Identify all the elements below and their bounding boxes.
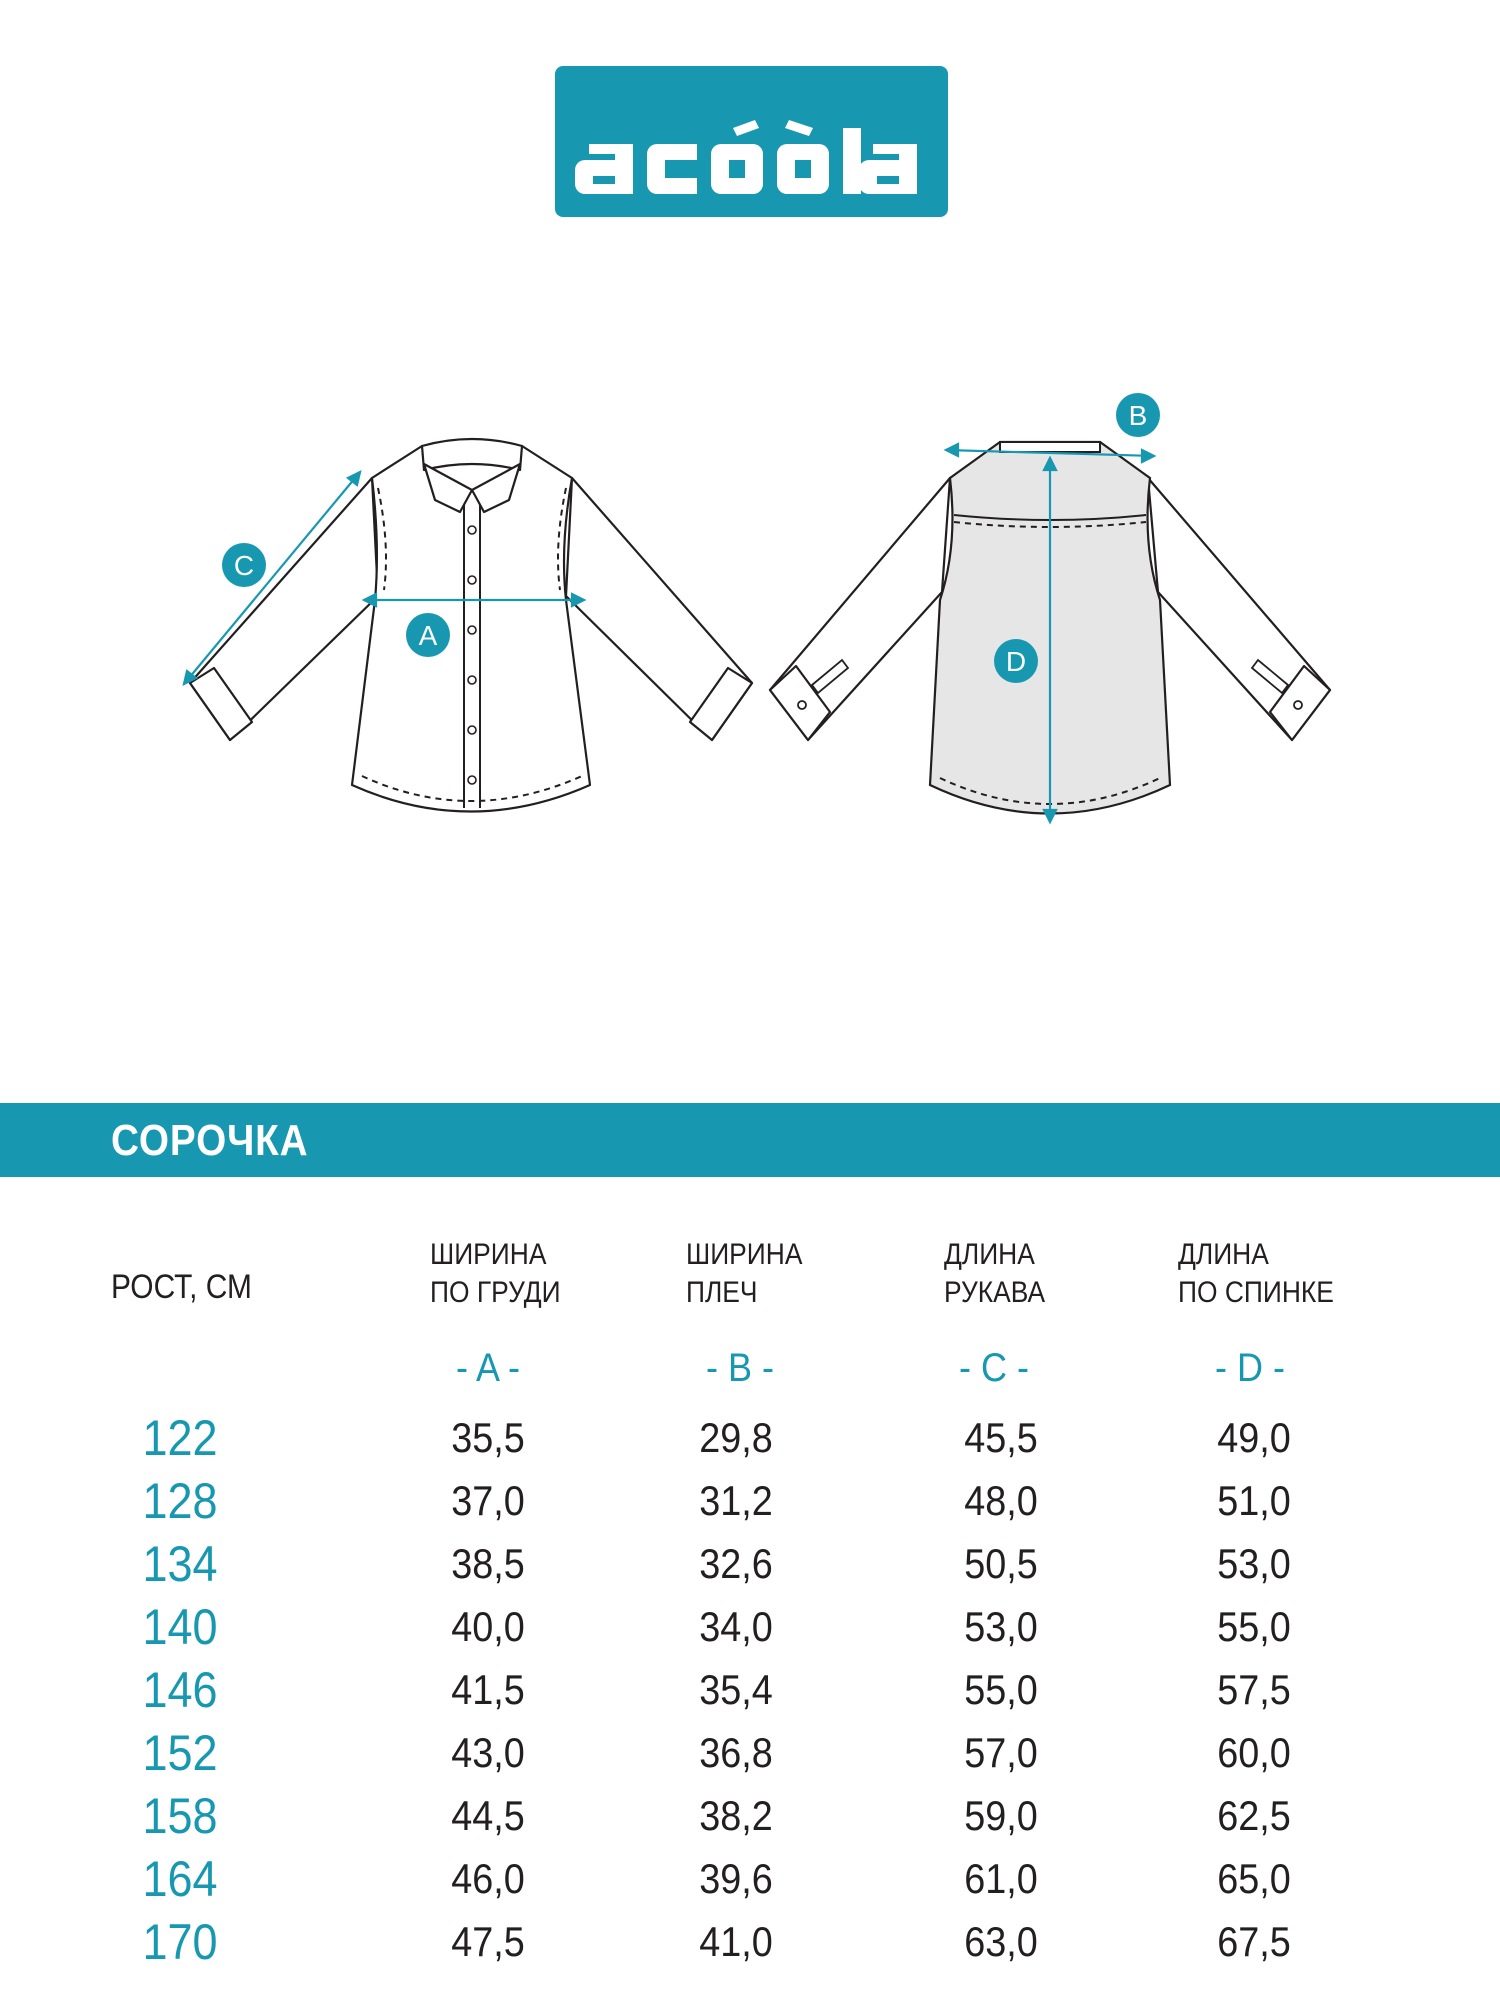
row-height: 164 [142, 1851, 218, 1907]
cell-a: 40,0 [451, 1603, 525, 1650]
cell-b: 34,0 [699, 1603, 773, 1650]
cell-c: 59,0 [964, 1792, 1038, 1839]
cell-b: 36,8 [699, 1729, 773, 1776]
cell-b: 31,2 [699, 1477, 773, 1524]
cell-a: 35,5 [451, 1414, 525, 1461]
cell-d: 51,0 [1217, 1477, 1291, 1524]
column-c-line2: РУКАВА [944, 1276, 1046, 1309]
table-row [0, 1912, 1500, 1972]
cell-d: 65,0 [1217, 1855, 1291, 1902]
column-b-line2: ПЛЕЧ [686, 1276, 758, 1309]
column-letter-a: - A - [455, 1346, 521, 1390]
cell-d: 60,0 [1217, 1729, 1291, 1776]
cell-c: 53,0 [964, 1603, 1038, 1650]
shirt-diagram [0, 380, 1500, 860]
height-header: РОСТ, СМ [111, 1268, 252, 1306]
cell-d: 57,5 [1217, 1666, 1291, 1713]
marker-c-label: C [233, 550, 255, 581]
cell-d: 67,5 [1217, 1918, 1291, 1965]
table-row [0, 1849, 1500, 1909]
acoola-logo-icon [555, 66, 948, 217]
cell-c: 50,5 [964, 1540, 1038, 1587]
table-row [0, 1786, 1500, 1846]
cell-c: 61,0 [964, 1855, 1038, 1902]
column-a-line1: ШИРИНА [430, 1238, 547, 1271]
table-row [0, 1723, 1500, 1783]
column-header-a [430, 1236, 561, 1312]
row-height: 122 [142, 1410, 218, 1466]
cell-c: 57,0 [964, 1729, 1038, 1776]
cell-a: 44,5 [451, 1792, 525, 1839]
table-row [0, 1534, 1500, 1594]
row-height: 158 [142, 1788, 218, 1844]
cell-d: 49,0 [1217, 1414, 1291, 1461]
cell-d: 62,5 [1217, 1792, 1291, 1839]
shirt-illustration [0, 380, 1500, 860]
column-c-line1: ДЛИНА [944, 1238, 1035, 1271]
table-row [0, 1597, 1500, 1657]
cell-c: 63,0 [964, 1918, 1038, 1965]
cell-a: 37,0 [451, 1477, 525, 1524]
cell-a: 43,0 [451, 1729, 525, 1776]
cell-b: 35,4 [699, 1666, 773, 1713]
table-row [0, 1471, 1500, 1531]
column-d-line1: ДЛИНА [1178, 1238, 1269, 1271]
column-d-line2: ПО СПИНКЕ [1178, 1276, 1334, 1309]
marker-d-label: D [1005, 646, 1027, 677]
column-b-line1: ШИРИНА [686, 1238, 803, 1271]
cell-a: 38,5 [451, 1540, 525, 1587]
marker-a-label: A [418, 620, 438, 651]
table-row [0, 1408, 1500, 1468]
cell-c: 45,5 [964, 1414, 1038, 1461]
cell-d: 55,0 [1217, 1603, 1291, 1650]
cell-a: 46,0 [451, 1855, 525, 1902]
cell-d: 53,0 [1217, 1540, 1291, 1587]
brand-logo [555, 66, 948, 217]
cell-b: 38,2 [699, 1792, 773, 1839]
table-row [0, 1660, 1500, 1720]
row-height: 134 [142, 1536, 218, 1592]
cell-a: 41,5 [451, 1666, 525, 1713]
product-title: СОРОЧКА [111, 1116, 309, 1165]
row-height: 152 [142, 1725, 218, 1781]
cell-b: 41,0 [699, 1918, 773, 1965]
column-header-d [1178, 1236, 1334, 1312]
row-height: 128 [142, 1473, 218, 1529]
cell-a: 47,5 [451, 1918, 525, 1965]
cell-c: 55,0 [964, 1666, 1038, 1713]
column-a-line2: ПО ГРУДИ [430, 1276, 561, 1309]
column-letter-c: - C - [958, 1346, 1029, 1390]
column-header-c [944, 1236, 1045, 1312]
cell-b: 29,8 [699, 1414, 773, 1461]
cell-b: 32,6 [699, 1540, 773, 1587]
marker-b-label: B [1128, 400, 1148, 431]
column-letter-b: - B - [705, 1346, 774, 1390]
cell-b: 39,6 [699, 1855, 773, 1902]
row-height: 146 [142, 1662, 218, 1718]
column-letter-d: - D - [1214, 1346, 1285, 1390]
row-height: 140 [142, 1599, 218, 1655]
section-banner [0, 1103, 1500, 1177]
column-header-b [686, 1236, 802, 1312]
cell-c: 48,0 [964, 1477, 1038, 1524]
row-height: 170 [142, 1914, 218, 1970]
